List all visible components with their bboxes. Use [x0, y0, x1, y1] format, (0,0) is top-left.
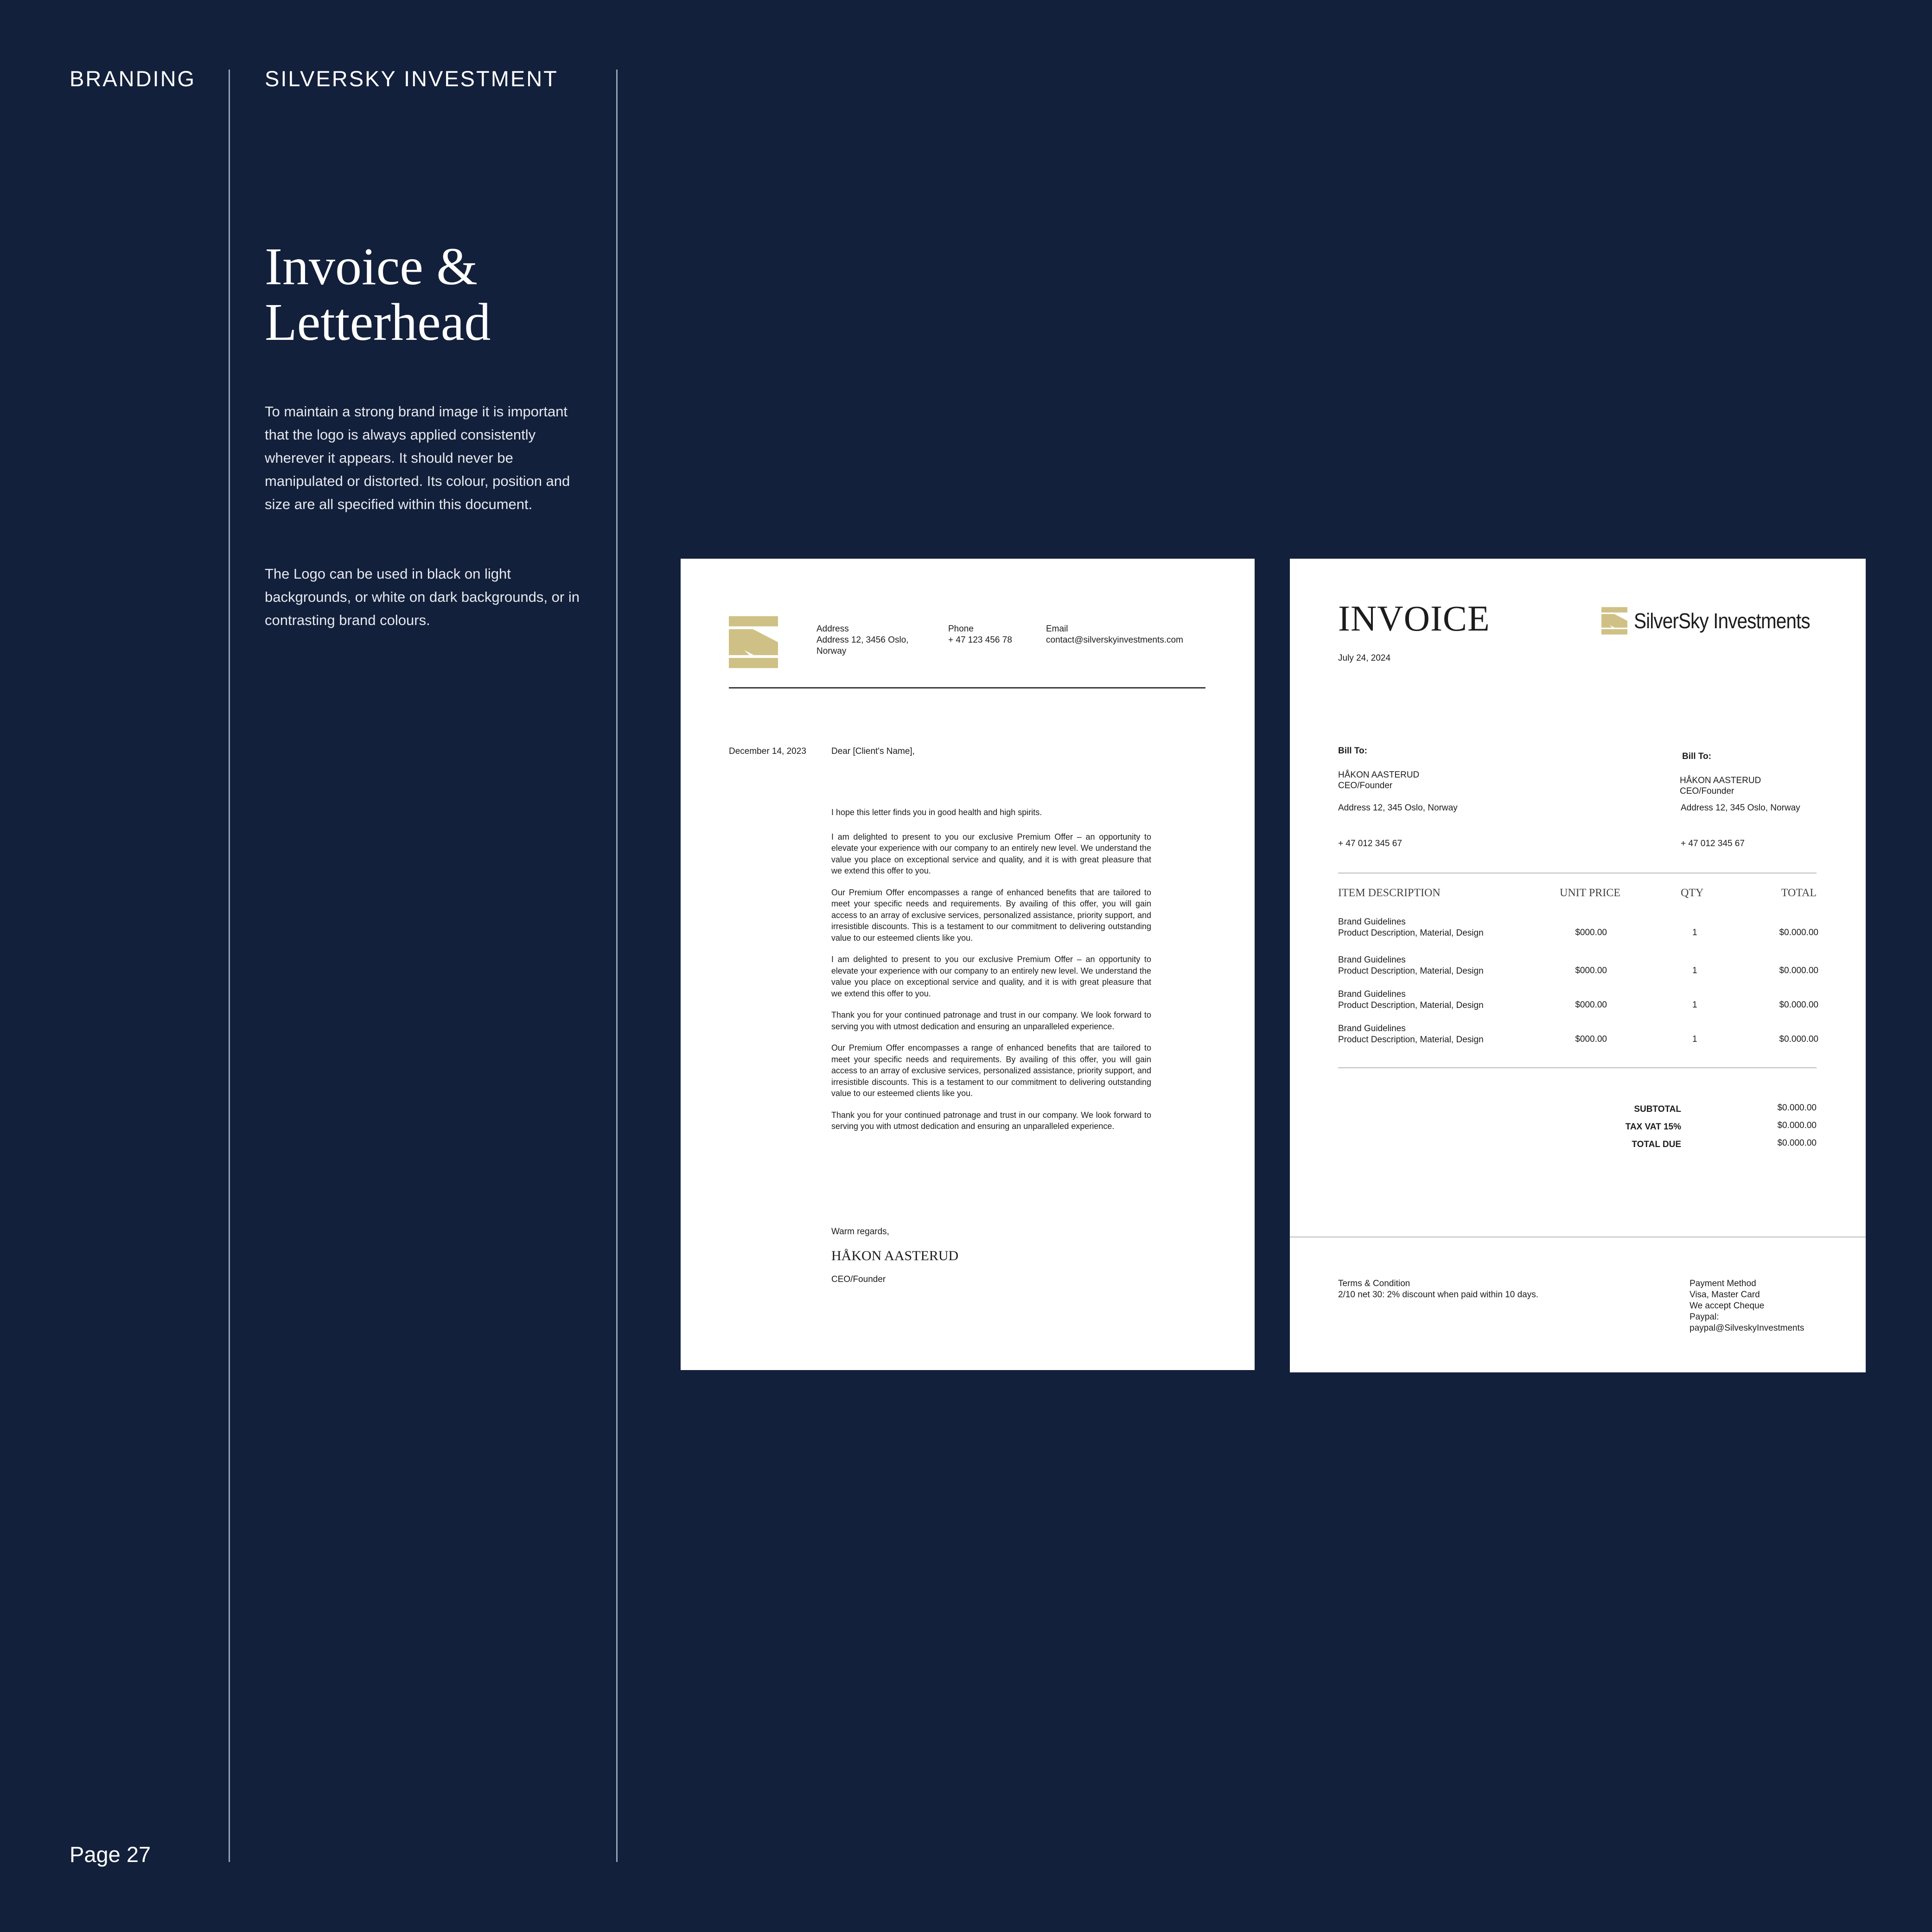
address-block — [816, 624, 937, 657]
signature-title: CEO/Founder — [831, 1275, 886, 1284]
signature-name: HÅKON AASTERUD — [831, 1248, 959, 1263]
item-name: Brand Guidelines — [1338, 989, 1406, 999]
table-row — [1338, 989, 1484, 1011]
title-line-1: Invoice & — [265, 237, 478, 296]
invoice-date: July 24, 2024 — [1338, 653, 1391, 663]
email-label: Email — [1046, 624, 1068, 634]
item-desc: Product Description, Material, Design — [1338, 928, 1484, 938]
item-price: $000.00 — [1575, 966, 1607, 976]
item-name: Brand Guidelines — [1338, 917, 1406, 927]
divider-right — [616, 70, 618, 1862]
item-qty: 1 — [1692, 928, 1697, 937]
bill-to-phone-left: + 47 012 345 67 — [1338, 839, 1402, 848]
item-qty: 1 — [1692, 1034, 1697, 1044]
page-number: Page 27 — [70, 1842, 151, 1867]
header-rule — [729, 687, 1205, 689]
letter-paragraph: Our Premium Offer encompasses a range of enhanced benefits that are tailored to meet your specific needs and requirements. By availing of this offer, you will gain access to an array of exclusive services, personalized assistance, priority support, and irresistible discounts. This is a testament to our commitment to delivering outstanding value to our esteemed clients like you. — [831, 887, 1151, 943]
subtotal-value: $0.000.00 — [1777, 1103, 1817, 1113]
closing: Warm regards, — [831, 1227, 889, 1237]
letter-paragraph: I am delighted to present to you our exclusive Premium Offer – an opportunity to elevate your experience with our company to an entirely new level. We understand the value you place on exceptional service and quality, and it is with great pleasure that we extend this offer to you. — [831, 832, 1151, 875]
total-due-label: TOTAL DUE — [1632, 1140, 1681, 1149]
payment-cheque: We accept Cheque — [1690, 1301, 1765, 1311]
tax-label: TAX VAT 15% — [1625, 1122, 1681, 1132]
item-desc: Product Description, Material, Design — [1338, 1001, 1484, 1010]
letter-paragraph: Our Premium Offer encompasses a range of enhanced benefits that are tailored to meet your specific needs and requirements. By availing of this offer, you will gain access to an array of exclusive services, personalized assistance, priority support, and irresistible discounts. This is a testament to our commitment to delivering outstanding value to our esteemed clients like you. — [831, 1043, 1151, 1098]
intro-paragraph: To maintain a strong brand image it is important that the logo is always applied consistently wherever it appears. It should never be manipulated or distorted. Its colour, position and size are all specified within this document. — [265, 403, 570, 512]
terms-block — [1338, 1278, 1598, 1301]
payment-method-label: Payment Method — [1690, 1279, 1756, 1288]
letter-paragraph: Thank you for your continued patronage and trust in our company. We look forward to serving you with utmost dedication and ensuring an unparalleled experience. — [831, 1010, 1151, 1031]
email-block — [1046, 624, 1213, 646]
bill-to-address-right: Address 12, 345 Oslo, Norway — [1681, 803, 1800, 813]
letter-paragraph: Thank you for your continued patronage and trust in our company. We look forward to serving you with utmost dedication and ensuring an unparalleled experience. — [831, 1110, 1151, 1131]
address-value: Address 12, 3456 Oslo, Norway — [816, 635, 909, 656]
page-title — [265, 239, 608, 350]
item-price: $000.00 — [1575, 928, 1607, 937]
bill-to-role-left: CEO/Founder — [1338, 781, 1393, 791]
brand-label: SILVERSKY INVESTMENT — [265, 66, 558, 91]
address-label: Address — [816, 624, 849, 634]
bill-to-label-right: Bill To: — [1682, 752, 1711, 761]
letter-body — [831, 807, 1151, 1142]
item-total: $0.000.00 — [1779, 966, 1818, 976]
item-total: $0.000.00 — [1779, 1000, 1818, 1010]
item-qty: 1 — [1692, 1000, 1697, 1010]
item-desc: Product Description, Material, Design — [1338, 1035, 1484, 1045]
tax-value: $0.000.00 — [1777, 1121, 1817, 1130]
item-name: Brand Guidelines — [1338, 955, 1406, 965]
terms-title: Terms & Condition — [1338, 1279, 1410, 1288]
bill-to-label-left: Bill To: — [1338, 746, 1367, 756]
col-total: TOTAL — [1781, 887, 1817, 899]
bill-to-phone-right: + 47 012 345 67 — [1681, 839, 1745, 848]
logo-wordmark: SilverSky Investments — [1634, 609, 1810, 633]
title-line-2: Letterhead — [265, 293, 491, 351]
letter-paragraph: I hope this letter finds you in good health and high spirits. — [831, 808, 1042, 817]
item-qty: 1 — [1692, 966, 1697, 976]
payment-paypal-label: Paypal: — [1690, 1312, 1719, 1322]
total-due-value: $0.000.00 — [1777, 1138, 1817, 1148]
payment-paypal-account: paypal@SilveskyInvestments — [1690, 1323, 1804, 1333]
silversky-s-mark-icon — [729, 616, 778, 668]
col-qty: QTY — [1681, 887, 1704, 899]
table-top-rule — [1338, 873, 1817, 874]
item-price: $000.00 — [1575, 1034, 1607, 1044]
letter-paragraph: I am delighted to present to you our exclusive Premium Offer – an opportunity to elevate your experience with our company to an entirely new level. We understand the value you place on exceptional service and quality, and it is with great pleasure that we extend this offer to you. — [831, 955, 1151, 998]
email-value: contact@silverskyinvestments.com — [1046, 635, 1183, 645]
table-bottom-rule — [1338, 1067, 1817, 1068]
phone-block — [948, 624, 1041, 646]
subtotal-label: SUBTOTAL — [1634, 1104, 1681, 1114]
phone-label: Phone — [948, 624, 974, 634]
silversky-s-mark-icon — [1601, 607, 1627, 635]
section-label: BRANDING — [70, 66, 196, 91]
item-total: $0.000.00 — [1779, 1034, 1818, 1044]
logo-usage-paragraph: The Logo can be used in black on light backgrounds, or white on dark backgrounds, or in contrasting brand colours. — [265, 566, 580, 628]
invoice-sheet — [1290, 559, 1866, 1372]
payment-block — [1690, 1278, 1843, 1334]
salutation: Dear [Client's Name], — [831, 746, 915, 756]
payment-cards: Visa, Master Card — [1690, 1290, 1760, 1300]
item-total: $0.000.00 — [1779, 928, 1818, 937]
bill-to-address-left: Address 12, 345 Oslo, Norway — [1338, 803, 1458, 813]
bill-to-role-right: CEO/Founder — [1680, 786, 1734, 796]
phone-value: + 47 123 456 78 — [948, 635, 1012, 645]
invoice-logo — [1601, 607, 1834, 635]
letterhead-sheet — [681, 559, 1255, 1370]
item-desc: Product Description, Material, Design — [1338, 966, 1484, 976]
item-price: $000.00 — [1575, 1000, 1607, 1010]
table-row — [1338, 955, 1484, 977]
table-row — [1338, 1023, 1484, 1046]
bill-to-name-right: HÅKON AASTERUD — [1680, 776, 1761, 785]
col-item-description: ITEM DESCRIPTION — [1338, 887, 1441, 899]
divider-left — [229, 70, 230, 1862]
bill-to-name-left: HÅKON AASTERUD — [1338, 770, 1420, 780]
col-unit-price: UNIT PRICE — [1560, 887, 1620, 899]
invoice-title: INVOICE — [1338, 598, 1490, 638]
item-name: Brand Guidelines — [1338, 1024, 1406, 1033]
table-row — [1338, 917, 1484, 939]
terms-text: 2/10 net 30: 2% discount when paid within 10 days. — [1338, 1290, 1539, 1300]
letter-date: December 14, 2023 — [729, 746, 806, 756]
